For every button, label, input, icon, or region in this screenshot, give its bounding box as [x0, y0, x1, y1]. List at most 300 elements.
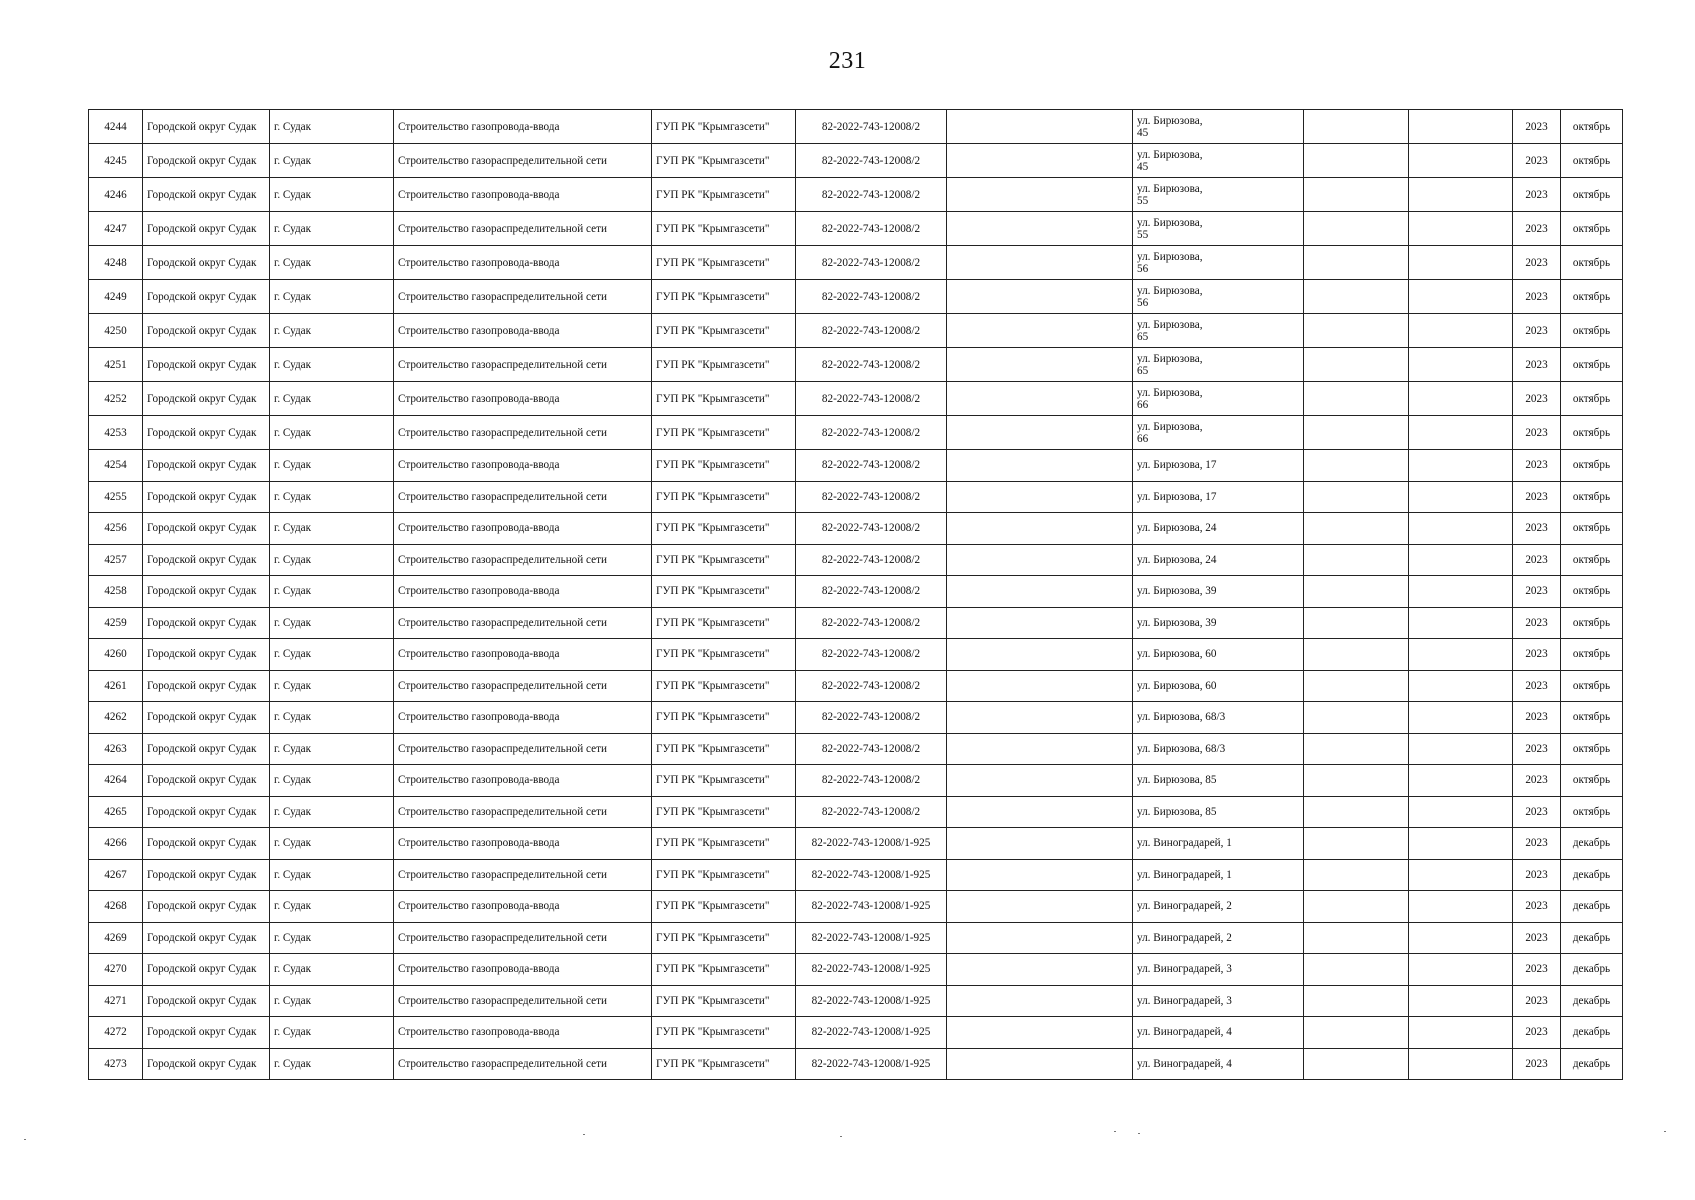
cell-registration-number: 82-2022-743-12008/2: [796, 481, 947, 513]
cell-settlement: г. Судак: [270, 576, 394, 608]
cell-address: ул. Бирюзова, 56: [1133, 246, 1304, 280]
cell-blank-a: [947, 954, 1133, 986]
cell-address: ул. Бирюзова, 85: [1133, 796, 1304, 828]
cell-registration-number: 82-2022-743-12008/2: [796, 144, 947, 178]
cell-organization: ГУП РК "Крымгазсети": [652, 985, 796, 1017]
cell-blank-b: [1304, 859, 1409, 891]
cell-year: 2023: [1513, 985, 1561, 1017]
cell-row-number: 4248: [89, 246, 143, 280]
cell-row-number: 4273: [89, 1048, 143, 1080]
cell-row-number: 4249: [89, 280, 143, 314]
cell-address: ул. Бирюзова, 17: [1133, 450, 1304, 482]
table-row: [89, 178, 1623, 212]
cell-blank-c: [1409, 450, 1513, 482]
cell-row-number: 4244: [89, 110, 143, 144]
cell-year: 2023: [1513, 891, 1561, 923]
cell-month: декабрь: [1561, 922, 1623, 954]
cell-blank-a: [947, 212, 1133, 246]
cell-address: ул. Виноградарей, 1: [1133, 859, 1304, 891]
cell-blank-a: [947, 922, 1133, 954]
table-row: [89, 416, 1623, 450]
cell-municipality: Городской округ Судак: [143, 702, 270, 734]
cell-blank-c: [1409, 607, 1513, 639]
cell-settlement: г. Судак: [270, 922, 394, 954]
cell-row-number: 4245: [89, 144, 143, 178]
cell-blank-a: [947, 450, 1133, 482]
cell-registration-number: 82-2022-743-12008/2: [796, 382, 947, 416]
cell-organization: ГУП РК "Крымгазсети": [652, 246, 796, 280]
registry-body: [89, 110, 1623, 1080]
cell-organization: ГУП РК "Крымгазсети": [652, 765, 796, 797]
cell-work-type: Строительство газораспределительной сети: [394, 922, 652, 954]
cell-blank-c: [1409, 922, 1513, 954]
cell-address: ул. Бирюзова, 60: [1133, 639, 1304, 671]
cell-address: ул. Бирюзова, 55: [1133, 178, 1304, 212]
cell-blank-c: [1409, 178, 1513, 212]
cell-row-number: 4272: [89, 1017, 143, 1049]
cell-organization: ГУП РК "Крымгазсети": [652, 859, 796, 891]
cell-month: октябрь: [1561, 348, 1623, 382]
cell-month: октябрь: [1561, 416, 1623, 450]
cell-settlement: г. Судак: [270, 765, 394, 797]
cell-year: 2023: [1513, 280, 1561, 314]
cell-settlement: г. Судак: [270, 859, 394, 891]
cell-organization: ГУП РК "Крымгазсети": [652, 144, 796, 178]
cell-address: ул. Бирюзова, 24: [1133, 544, 1304, 576]
cell-work-type: Строительство газораспределительной сети: [394, 733, 652, 765]
cell-work-type: Строительство газопровода-ввода: [394, 828, 652, 860]
cell-year: 2023: [1513, 416, 1561, 450]
cell-settlement: г. Судак: [270, 544, 394, 576]
cell-blank-c: [1409, 314, 1513, 348]
cell-organization: ГУП РК "Крымгазсети": [652, 481, 796, 513]
cell-blank-c: [1409, 348, 1513, 382]
cell-blank-a: [947, 733, 1133, 765]
cell-organization: ГУП РК "Крымгазсети": [652, 513, 796, 545]
cell-row-number: 4261: [89, 670, 143, 702]
cell-blank-a: [947, 765, 1133, 797]
cell-address: ул. Бирюзова, 65: [1133, 314, 1304, 348]
cell-address: ул. Бирюзова, 39: [1133, 576, 1304, 608]
cell-month: октябрь: [1561, 450, 1623, 482]
table-row: [89, 828, 1623, 860]
cell-blank-c: [1409, 1048, 1513, 1080]
table-row: [89, 639, 1623, 671]
cell-address: ул. Бирюзова, 66: [1133, 416, 1304, 450]
cell-year: 2023: [1513, 733, 1561, 765]
cell-blank-b: [1304, 450, 1409, 482]
cell-registration-number: 82-2022-743-12008/1-925: [796, 922, 947, 954]
cell-registration-number: 82-2022-743-12008/1-925: [796, 1048, 947, 1080]
cell-blank-a: [947, 481, 1133, 513]
cell-blank-b: [1304, 1048, 1409, 1080]
cell-row-number: 4268: [89, 891, 143, 923]
cell-blank-b: [1304, 416, 1409, 450]
cell-year: 2023: [1513, 607, 1561, 639]
cell-month: октябрь: [1561, 765, 1623, 797]
cell-settlement: г. Судак: [270, 513, 394, 545]
cell-organization: ГУП РК "Крымгазсети": [652, 607, 796, 639]
cell-address: ул. Бирюзова, 45: [1133, 144, 1304, 178]
table-row: [89, 796, 1623, 828]
cell-municipality: Городской округ Судак: [143, 576, 270, 608]
cell-address: ул. Бирюзова, 39: [1133, 607, 1304, 639]
cell-month: октябрь: [1561, 314, 1623, 348]
cell-blank-a: [947, 1017, 1133, 1049]
cell-blank-a: [947, 348, 1133, 382]
cell-registration-number: 82-2022-743-12008/2: [796, 280, 947, 314]
cell-blank-b: [1304, 576, 1409, 608]
cell-municipality: Городской округ Судак: [143, 828, 270, 860]
cell-work-type: Строительство газораспределительной сети: [394, 670, 652, 702]
cell-organization: ГУП РК "Крымгазсети": [652, 922, 796, 954]
cell-organization: ГУП РК "Крымгазсети": [652, 416, 796, 450]
cell-row-number: 4256: [89, 513, 143, 545]
cell-settlement: г. Судак: [270, 1048, 394, 1080]
cell-address: ул. Бирюзова, 24: [1133, 513, 1304, 545]
scan-speck: [1138, 1133, 1140, 1134]
cell-municipality: Городской округ Судак: [143, 985, 270, 1017]
cell-month: декабрь: [1561, 891, 1623, 923]
cell-blank-c: [1409, 639, 1513, 671]
table-row: [89, 450, 1623, 482]
cell-month: октябрь: [1561, 544, 1623, 576]
cell-work-type: Строительство газораспределительной сети: [394, 985, 652, 1017]
cell-year: 2023: [1513, 382, 1561, 416]
cell-year: 2023: [1513, 670, 1561, 702]
cell-organization: ГУП РК "Крымгазсети": [652, 576, 796, 608]
cell-municipality: Городской округ Судак: [143, 891, 270, 923]
table-row: [89, 1017, 1623, 1049]
cell-address: ул. Бирюзова, 85: [1133, 765, 1304, 797]
cell-work-type: Строительство газораспределительной сети: [394, 859, 652, 891]
cell-blank-c: [1409, 765, 1513, 797]
table-row: [89, 382, 1623, 416]
cell-work-type: Строительство газопровода-ввода: [394, 382, 652, 416]
table-row: [89, 985, 1623, 1017]
cell-blank-c: [1409, 891, 1513, 923]
cell-row-number: 4247: [89, 212, 143, 246]
cell-blank-a: [947, 607, 1133, 639]
cell-month: октябрь: [1561, 144, 1623, 178]
cell-registration-number: 82-2022-743-12008/2: [796, 178, 947, 212]
cell-settlement: г. Судак: [270, 828, 394, 860]
cell-settlement: г. Судак: [270, 733, 394, 765]
cell-blank-c: [1409, 280, 1513, 314]
cell-blank-b: [1304, 828, 1409, 860]
cell-blank-a: [947, 314, 1133, 348]
cell-municipality: Городской округ Судак: [143, 416, 270, 450]
cell-month: декабрь: [1561, 985, 1623, 1017]
cell-settlement: г. Судак: [270, 348, 394, 382]
cell-month: декабрь: [1561, 859, 1623, 891]
table-row: [89, 481, 1623, 513]
cell-work-type: Строительство газопровода-ввода: [394, 576, 652, 608]
cell-registration-number: 82-2022-743-12008/2: [796, 796, 947, 828]
cell-blank-c: [1409, 859, 1513, 891]
cell-address: ул. Бирюзова, 68/3: [1133, 733, 1304, 765]
cell-registration-number: 82-2022-743-12008/1-925: [796, 954, 947, 986]
cell-blank-a: [947, 110, 1133, 144]
table-row: [89, 110, 1623, 144]
cell-month: октябрь: [1561, 212, 1623, 246]
cell-organization: ГУП РК "Крымгазсети": [652, 314, 796, 348]
cell-blank-c: [1409, 1017, 1513, 1049]
cell-registration-number: 82-2022-743-12008/2: [796, 733, 947, 765]
scan-speck: [1664, 1131, 1666, 1132]
cell-blank-a: [947, 985, 1133, 1017]
cell-month: декабрь: [1561, 1048, 1623, 1080]
cell-blank-b: [1304, 212, 1409, 246]
cell-blank-b: [1304, 702, 1409, 734]
cell-blank-c: [1409, 670, 1513, 702]
cell-organization: ГУП РК "Крымгазсети": [652, 733, 796, 765]
cell-month: октябрь: [1561, 607, 1623, 639]
table-row: [89, 670, 1623, 702]
cell-organization: ГУП РК "Крымгазсети": [652, 828, 796, 860]
cell-blank-b: [1304, 985, 1409, 1017]
cell-registration-number: 82-2022-743-12008/2: [796, 246, 947, 280]
cell-row-number: 4259: [89, 607, 143, 639]
scan-speck: [24, 1139, 26, 1140]
cell-registration-number: 82-2022-743-12008/2: [796, 110, 947, 144]
cell-municipality: Городской округ Судак: [143, 481, 270, 513]
cell-organization: ГУП РК "Крымгазсети": [652, 891, 796, 923]
cell-year: 2023: [1513, 1048, 1561, 1080]
cell-organization: ГУП РК "Крымгазсети": [652, 670, 796, 702]
cell-municipality: Городской округ Судак: [143, 513, 270, 545]
cell-municipality: Городской округ Судак: [143, 348, 270, 382]
cell-address: ул. Виноградарей, 3: [1133, 985, 1304, 1017]
cell-work-type: Строительство газопровода-ввода: [394, 450, 652, 482]
cell-blank-c: [1409, 144, 1513, 178]
cell-row-number: 4257: [89, 544, 143, 576]
cell-registration-number: 82-2022-743-12008/1-925: [796, 891, 947, 923]
cell-blank-c: [1409, 796, 1513, 828]
table-row: [89, 922, 1623, 954]
cell-year: 2023: [1513, 348, 1561, 382]
table-row: [89, 576, 1623, 608]
cell-work-type: Строительство газораспределительной сети: [394, 416, 652, 450]
cell-blank-c: [1409, 513, 1513, 545]
cell-blank-b: [1304, 348, 1409, 382]
cell-blank-a: [947, 544, 1133, 576]
cell-registration-number: 82-2022-743-12008/1-925: [796, 1017, 947, 1049]
cell-month: октябрь: [1561, 513, 1623, 545]
cell-month: октябрь: [1561, 178, 1623, 212]
cell-row-number: 4265: [89, 796, 143, 828]
cell-address: ул. Бирюзова, 55: [1133, 212, 1304, 246]
cell-blank-b: [1304, 382, 1409, 416]
cell-month: октябрь: [1561, 382, 1623, 416]
cell-year: 2023: [1513, 314, 1561, 348]
cell-registration-number: 82-2022-743-12008/2: [796, 416, 947, 450]
cell-year: 2023: [1513, 212, 1561, 246]
cell-settlement: г. Судак: [270, 607, 394, 639]
table-row: [89, 212, 1623, 246]
cell-settlement: г. Судак: [270, 702, 394, 734]
cell-organization: ГУП РК "Крымгазсети": [652, 178, 796, 212]
cell-work-type: Строительство газораспределительной сети: [394, 280, 652, 314]
cell-registration-number: 82-2022-743-12008/2: [796, 670, 947, 702]
cell-blank-c: [1409, 382, 1513, 416]
cell-registration-number: 82-2022-743-12008/1-925: [796, 985, 947, 1017]
cell-settlement: г. Судак: [270, 450, 394, 482]
cell-organization: ГУП РК "Крымгазсети": [652, 110, 796, 144]
cell-settlement: г. Судак: [270, 1017, 394, 1049]
cell-row-number: 4271: [89, 985, 143, 1017]
cell-blank-a: [947, 280, 1133, 314]
cell-organization: ГУП РК "Крымгазсети": [652, 544, 796, 576]
cell-registration-number: 82-2022-743-12008/2: [796, 607, 947, 639]
table-row: [89, 1048, 1623, 1080]
cell-blank-b: [1304, 891, 1409, 923]
cell-address: ул. Бирюзова, 56: [1133, 280, 1304, 314]
cell-month: октябрь: [1561, 702, 1623, 734]
cell-month: октябрь: [1561, 639, 1623, 671]
cell-blank-c: [1409, 544, 1513, 576]
cell-municipality: Городской округ Судак: [143, 922, 270, 954]
cell-blank-a: [947, 178, 1133, 212]
cell-address: ул. Виноградарей, 4: [1133, 1017, 1304, 1049]
cell-registration-number: 82-2022-743-12008/1-925: [796, 859, 947, 891]
cell-address: ул. Бирюзова, 68/3: [1133, 702, 1304, 734]
cell-month: декабрь: [1561, 954, 1623, 986]
cell-year: 2023: [1513, 246, 1561, 280]
cell-municipality: Городской округ Судак: [143, 450, 270, 482]
cell-blank-b: [1304, 670, 1409, 702]
cell-municipality: Городской округ Судак: [143, 212, 270, 246]
cell-work-type: Строительство газораспределительной сети: [394, 212, 652, 246]
cell-registration-number: 82-2022-743-12008/1-925: [796, 828, 947, 860]
cell-blank-a: [947, 144, 1133, 178]
cell-organization: ГУП РК "Крымгазсети": [652, 348, 796, 382]
cell-row-number: 4264: [89, 765, 143, 797]
cell-blank-a: [947, 891, 1133, 923]
cell-blank-c: [1409, 828, 1513, 860]
cell-blank-c: [1409, 576, 1513, 608]
cell-address: ул. Виноградарей, 3: [1133, 954, 1304, 986]
cell-settlement: г. Судак: [270, 246, 394, 280]
cell-blank-a: [947, 702, 1133, 734]
cell-work-type: Строительство газораспределительной сети: [394, 144, 652, 178]
cell-registration-number: 82-2022-743-12008/2: [796, 348, 947, 382]
cell-blank-b: [1304, 246, 1409, 280]
cell-municipality: Городской округ Судак: [143, 639, 270, 671]
cell-month: октябрь: [1561, 280, 1623, 314]
cell-organization: ГУП РК "Крымгазсети": [652, 796, 796, 828]
cell-municipality: Городской округ Судак: [143, 607, 270, 639]
cell-work-type: Строительство газораспределительной сети: [394, 544, 652, 576]
cell-work-type: Строительство газораспределительной сети: [394, 796, 652, 828]
cell-year: 2023: [1513, 859, 1561, 891]
cell-month: октябрь: [1561, 670, 1623, 702]
cell-blank-a: [947, 670, 1133, 702]
cell-year: 2023: [1513, 576, 1561, 608]
cell-blank-a: [947, 513, 1133, 545]
cell-year: 2023: [1513, 954, 1561, 986]
table-row: [89, 513, 1623, 545]
cell-year: 2023: [1513, 922, 1561, 954]
cell-year: 2023: [1513, 702, 1561, 734]
cell-blank-b: [1304, 733, 1409, 765]
cell-blank-a: [947, 382, 1133, 416]
cell-blank-a: [947, 1048, 1133, 1080]
cell-blank-b: [1304, 922, 1409, 954]
cell-organization: ГУП РК "Крымгазсети": [652, 1017, 796, 1049]
cell-month: октябрь: [1561, 796, 1623, 828]
cell-work-type: Строительство газопровода-ввода: [394, 513, 652, 545]
cell-row-number: 4269: [89, 922, 143, 954]
cell-blank-c: [1409, 416, 1513, 450]
cell-address: ул. Бирюзова, 60: [1133, 670, 1304, 702]
cell-row-number: 4263: [89, 733, 143, 765]
cell-blank-c: [1409, 246, 1513, 280]
cell-blank-b: [1304, 144, 1409, 178]
cell-address: ул. Виноградарей, 2: [1133, 922, 1304, 954]
cell-registration-number: 82-2022-743-12008/2: [796, 212, 947, 246]
cell-year: 2023: [1513, 481, 1561, 513]
cell-settlement: г. Судак: [270, 416, 394, 450]
cell-municipality: Городской округ Судак: [143, 765, 270, 797]
cell-address: ул. Бирюзова, 65: [1133, 348, 1304, 382]
cell-municipality: Городской округ Судак: [143, 1017, 270, 1049]
scan-speck: [840, 1136, 842, 1137]
cell-registration-number: 82-2022-743-12008/2: [796, 544, 947, 576]
cell-blank-a: [947, 416, 1133, 450]
cell-year: 2023: [1513, 450, 1561, 482]
cell-municipality: Городской округ Судак: [143, 859, 270, 891]
cell-year: 2023: [1513, 544, 1561, 576]
cell-work-type: Строительство газопровода-ввода: [394, 110, 652, 144]
cell-work-type: Строительство газопровода-ввода: [394, 178, 652, 212]
table-row: [89, 607, 1623, 639]
cell-organization: ГУП РК "Крымгазсети": [652, 954, 796, 986]
cell-work-type: Строительство газопровода-ввода: [394, 314, 652, 348]
cell-month: октябрь: [1561, 246, 1623, 280]
cell-work-type: Строительство газораспределительной сети: [394, 348, 652, 382]
page-number: 231: [828, 48, 867, 74]
cell-blank-b: [1304, 481, 1409, 513]
scan-speck: [583, 1134, 585, 1135]
cell-blank-c: [1409, 110, 1513, 144]
cell-address: ул. Бирюзова, 45: [1133, 110, 1304, 144]
cell-municipality: Городской округ Судак: [143, 246, 270, 280]
cell-blank-c: [1409, 481, 1513, 513]
cell-municipality: Городской округ Судак: [143, 382, 270, 416]
cell-row-number: 4252: [89, 382, 143, 416]
cell-month: октябрь: [1561, 481, 1623, 513]
cell-row-number: 4251: [89, 348, 143, 382]
cell-year: 2023: [1513, 639, 1561, 671]
cell-blank-b: [1304, 765, 1409, 797]
cell-blank-a: [947, 859, 1133, 891]
cell-settlement: г. Судак: [270, 314, 394, 348]
cell-blank-b: [1304, 1017, 1409, 1049]
table-row: [89, 544, 1623, 576]
cell-registration-number: 82-2022-743-12008/2: [796, 765, 947, 797]
cell-organization: ГУП РК "Крымгазсети": [652, 212, 796, 246]
cell-settlement: г. Судак: [270, 796, 394, 828]
cell-year: 2023: [1513, 796, 1561, 828]
cell-blank-a: [947, 576, 1133, 608]
cell-blank-b: [1304, 178, 1409, 212]
cell-municipality: Городской округ Судак: [143, 670, 270, 702]
cell-work-type: Строительство газораспределительной сети: [394, 481, 652, 513]
cell-organization: ГУП РК "Крымгазсети": [652, 382, 796, 416]
cell-work-type: Строительство газораспределительной сети: [394, 607, 652, 639]
cell-row-number: 4258: [89, 576, 143, 608]
